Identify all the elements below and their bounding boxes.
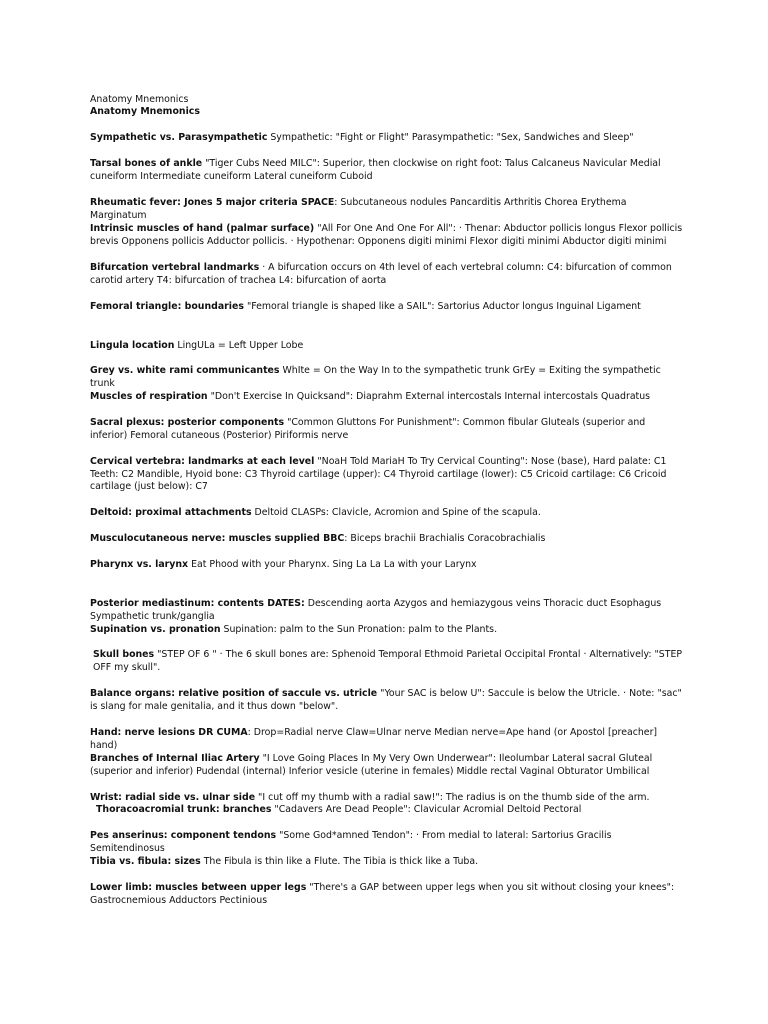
entry-text: "There's a GAP between upper legs when you sit without closing your knees": Gastrocnemious Adductors Pectinious [90, 882, 675, 906]
entry-title: Tarsal bones of ankle [90, 158, 203, 169]
mnemonic-entry [90, 753, 684, 778]
entry-text: "Don't Exercise In Quicksand": Diaprahm External intercostals Internal intercostals Quadratus [210, 391, 651, 402]
entry-title: Pes anserinus: component tendons [90, 830, 277, 841]
entry-text: "Cadavers Are Dead People": Clavicular Acromial Deltoid Pectoral [274, 804, 582, 815]
mnemonic-entry [90, 301, 684, 314]
entry-text: · A bifurcation occurs on 4th level of each vertebral column: C4: bifurcation of common carotid artery T4: bifurcation of trachea L4: bifurcation of aorta [90, 262, 672, 286]
mnemonic-entry [90, 262, 684, 287]
mnemonic-entry [90, 507, 684, 520]
entry-text: Eat Phood with your Pharynx. Sing La La La with your Larynx [191, 559, 477, 570]
entry-title: Skull bones [93, 649, 155, 660]
entry-text: "Some God*amned Tendon": · From medial to lateral: Sartorius Gracilis Semitendinosus [90, 830, 612, 854]
mnemonic-entry [90, 559, 684, 572]
entry-title: Grey vs. white rami communicantes [90, 365, 280, 376]
mnemonic-entry [90, 688, 684, 713]
entry-title: Intrinsic muscles of hand (palmar surface) [90, 223, 315, 234]
page-title: Anatomy Mnemonics [90, 106, 200, 117]
entry-title: Supination vs. pronation [90, 624, 221, 635]
entry-text: : Drop=Radial nerve Claw=Ulnar nerve Median nerve=Ape hand (or Apostol [preacher] hand) [90, 727, 658, 751]
entry-title: Pharynx vs. larynx [90, 559, 189, 570]
entry-text: "NoaH Told MariaH To Try Cervical Counting": Nose (base), Hard palate: C1 Teeth: C2 Mandible, Hyoid bone: C3 Thyroid cartilage (upper): C4 Thyroid cartilage (lower): C5 Cricoid cartilage: C6 Cricoid cartilage (just below): C7 [90, 456, 667, 493]
entry-title: Lingula location [90, 340, 175, 351]
mnemonic-entry [90, 223, 684, 248]
entry-title: Balance organs: relative position of saccule vs. utricle [90, 688, 378, 699]
mnemonic-entry [90, 197, 684, 222]
entry-text: LingULa = Left Upper Lobe [177, 340, 304, 351]
entry-text: Descending aorta Azygos and hemiazygous veins Thoracic duct Esophagus Sympathetic trunk/ganglia [90, 598, 662, 622]
entry-text: "STEP OF 6 " · The 6 skull bones are: Sphenoid Temporal Ethmoid Parietal Occipital Frontal · Alternatively: "STEP OFF my skull". [93, 649, 683, 673]
mnemonic-entry [96, 804, 684, 817]
entry-title: Musculocutaneous nerve: muscles supplied BBC [90, 533, 345, 544]
entry-text: "I Love Going Places In My Very Own Underwear": Ileolumbar Lateral sacral Gluteal (superior and inferior) Pudendal (internal) Inferior vesicle (uterine in females) Middle rectal Vaginal Obturator Umbilical [90, 753, 653, 777]
mnemonic-entry [90, 365, 684, 390]
mnemonic-entry [90, 598, 684, 623]
mnemonic-entry [90, 624, 684, 637]
entry-text: "Tiger Cubs Need MILC": Superior, then clockwise on right foot: Talus Calcaneus Navicular Medial cuneiform Intermediate cuneiform Lateral cuneiform Cuboid [90, 158, 661, 182]
mnemonic-entry [90, 882, 684, 907]
entry-title: Sympathetic vs. Parasympathetic [90, 132, 268, 143]
entry-text: "Femoral triangle is shaped like a SAIL": Sartorius Aductor longus Inguinal Ligament [246, 301, 641, 312]
mnemonic-entry [90, 417, 684, 442]
entry-text: "Common Gluttons For Punishment": Common fibular Gluteals (superior and inferior) Femoral cutaneous (Posterior) Piriformis nerve [90, 417, 646, 441]
mnemonic-entry [90, 340, 684, 353]
entry-title: Branches of Internal Iliac Artery [90, 753, 260, 764]
document-header-label: Anatomy Mnemonics [90, 94, 189, 105]
mnemonic-entry [93, 649, 684, 674]
entry-title: Wrist: radial side vs. ulnar side [90, 792, 256, 803]
mnemonic-entry [90, 456, 684, 494]
entry-text: "Your SAC is below U": Saccule is below the Utricle. · Note: "sac" is slang for male genitalia, and it thus down "below". [90, 688, 682, 712]
mnemonic-entry [90, 792, 684, 805]
mnemonic-entry [90, 132, 684, 145]
entry-text: : Biceps brachii Brachialis Coracobrachialis [344, 533, 546, 544]
mnemonic-entry [90, 158, 684, 183]
mnemonic-entry [90, 391, 684, 404]
entry-text: : Subcutaneous nodules Pancarditis Arthritis Chorea Erythema Marginatum [90, 197, 627, 221]
entry-title: Posterior mediastinum: contents DATES: [90, 598, 305, 609]
entry-title: Muscles of respiration [90, 391, 208, 402]
entry-text: WhIte = On the Way In to the sympathetic trunk GrEy = Exiting the sympathetic trunk [90, 365, 661, 389]
mnemonic-entry [90, 727, 684, 752]
mnemonic-entry [90, 856, 684, 869]
entry-title: Thoracoacromial trunk: branches [96, 804, 272, 815]
entry-title: Femoral triangle: boundaries [90, 301, 244, 312]
entry-text: Supination: palm to the Sun Pronation: palm to the Plants. [223, 624, 498, 635]
mnemonic-entry [90, 533, 684, 546]
entry-text: Deltoid CLASPs: Clavicle, Acromion and Spine of the scapula. [254, 507, 541, 518]
entry-title: Lower limb: muscles between upper legs [90, 882, 307, 893]
entry-title: Rheumatic fever: Jones 5 major criteria SPACE [90, 197, 335, 208]
entry-text: Sympathetic: "Fight or Flight" Parasympathetic: "Sex, Sandwiches and Sleep" [270, 132, 634, 143]
entry-title: Bifurcation vertebral landmarks [90, 262, 260, 273]
entry-title: Deltoid: proximal attachments [90, 507, 252, 518]
entry-title: Hand: nerve lesions DR CUMA [90, 727, 248, 738]
mnemonic-entry [90, 830, 684, 855]
entry-title: Sacral plexus: posterior components [90, 417, 285, 428]
entry-text: "All For One And One For All": · Thenar: Abductor pollicis longus Flexor pollicis brevis Opponens pollicis Adductor pollicis. · Hypothenar: Opponens digiti minimi Flexor digiti minimi Abductor digiti minimi [90, 223, 683, 247]
entry-text: "I cut off my thumb with a radial saw!": The radius is on the thumb side of the arm. [258, 792, 650, 803]
entry-title: Tibia vs. fibula: sizes [90, 856, 201, 867]
entry-text: The Fibula is thin like a Flute. The Tibia is thick like a Tuba. [203, 856, 479, 867]
entry-title: Cervical vertebra: landmarks at each level [90, 456, 315, 467]
